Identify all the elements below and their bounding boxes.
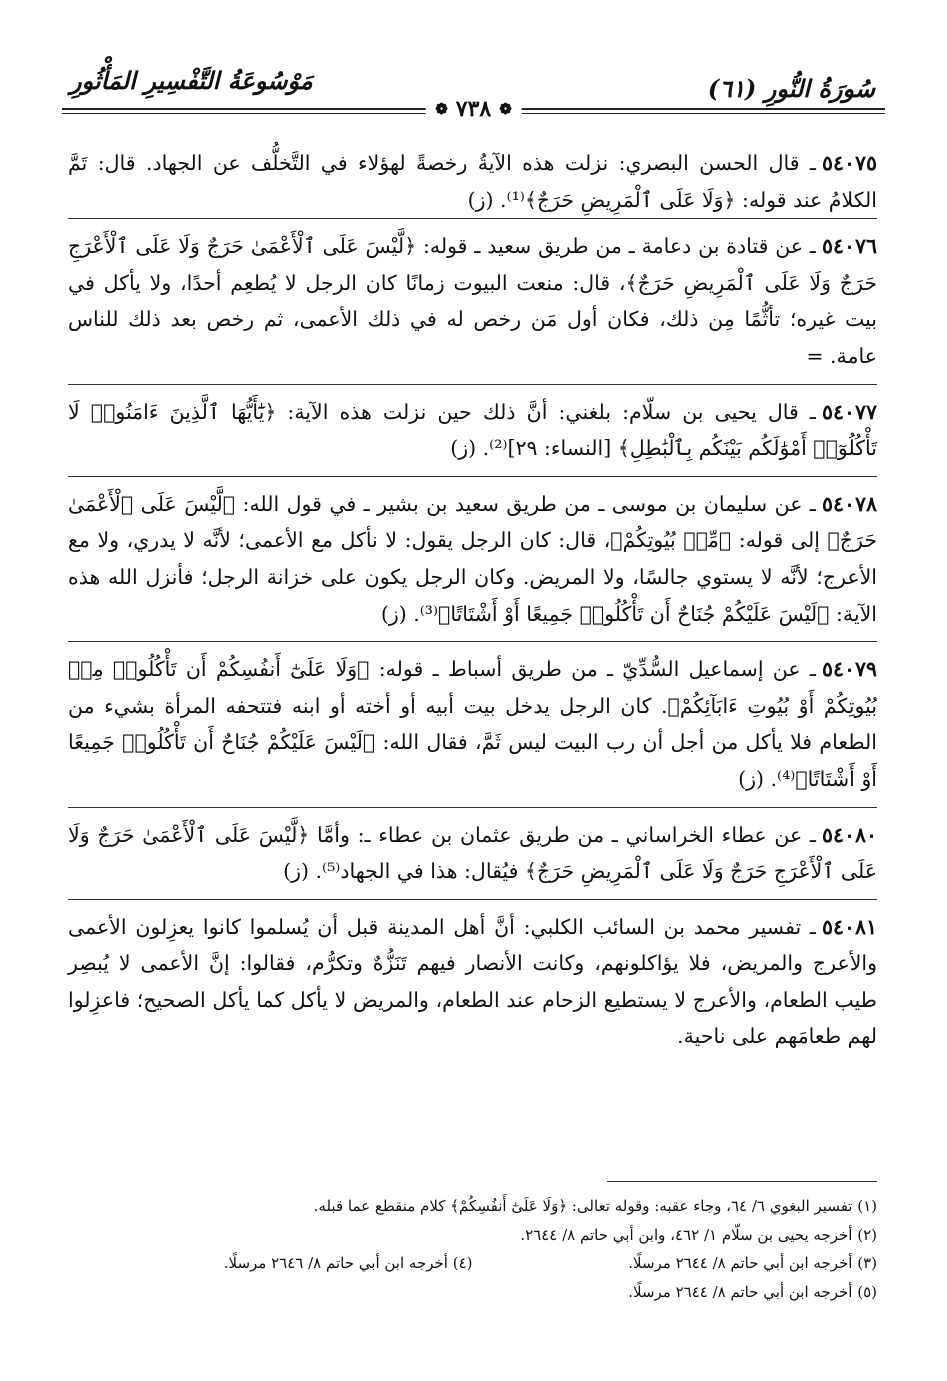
entry-54077 bbox=[68, 394, 877, 467]
entry-54080 bbox=[68, 817, 877, 890]
page-number-group bbox=[425, 96, 522, 122]
entry-divider bbox=[68, 807, 877, 808]
footnotes bbox=[68, 1192, 877, 1306]
entry-number: ٥٤٠٧٦ bbox=[821, 234, 877, 259]
entry-number: ٥٤٠٧٧ bbox=[821, 399, 877, 424]
entry-54075 bbox=[68, 145, 877, 218]
book-title: مَوْسُوعَةُ التَّفْسِيرِ المَأْثُورِ bbox=[70, 66, 313, 95]
entry-text: ـ تفسير محمد بن السائب الكلبي: أنَّ أهل المدينة قبل أن يُسلموا كانوا يعزِلون الأعمى والأعرج والمريض، فلا يؤاكلونهم، وكانت الأنصار فيهم تَنَزُّهٌ وتكرُّم، فقالوا: إنَّ الأعمى لا يُبصِر طيب الطعام، والأعرج لا يستطيع الزحام عند الطعام، والمريض لا يأكل كما يأكل الصحيح؛ فاعزِلوا لهم طعامَهم على ناحية. bbox=[68, 914, 877, 1049]
surah-title: سُورَةُ النُّورِ (٦١) bbox=[707, 74, 875, 103]
entry-54078 bbox=[68, 486, 877, 632]
footnote-2: (٢) أخرجه يحيى بن سلّام ١/ ٤٦٢، وابن أبي حاتم ٨/ ٢٦٤٤. bbox=[520, 1225, 877, 1244]
entry-number: ٥٤٠٧٥ bbox=[821, 151, 877, 175]
entry-text: ـ عن إسماعيل السُّدِّيّ ـ من طريق أسباط ـ قوله: ﴿وَلَا عَلَىٰٓ أَنفُسِكُمْ أَن تَأْكُلُوا۟ مِنۢ بُيُوتِكُمْ أَوْ بُيُوتِ ءَابَآئِكُمْ﴾. كان الرجل يدخل بيت أبيه أو أخته أو ابنه فتتحفه المرأة بشيء من الطعام فلا يأكل من أجل أن رب البيت ليس ثَمَّ، فقال الله: ﴿لَيْسَ عَلَيْكُمْ جُنَاحٌ أَن تَأْكُلُوا۟ جَمِيعًا أَوْ أَشْتَاتًا﴾⁽⁴⁾. (ز) bbox=[68, 657, 877, 791]
ornament-left-icon: ❁ bbox=[435, 100, 448, 118]
entry-divider bbox=[68, 899, 877, 900]
page-number: ٧٣٨ bbox=[455, 96, 492, 122]
entry-text: ـ عن سليمان بن موسى ـ من طريق سعيد بن بشير ـ في قول الله: ﴿لَّيْسَ عَلَى ٱلْأَعْمَىٰ حَرَجٌ﴾ إلى قوله: ﴿مِّنۢ بُيُوتِكُمْ﴾، قال: كان الرجل يقول: لا نأكل مع الأعمى؛ لأنَّه لا يدري، ولا مع الأعرج؛ لأنَّه لا يستوي جالسًا، ولا المريض. وكان الرجل يكون على خزانة الرجل؛ فأنزل الله هذه الآية: ﴿لَيْسَ عَلَيْكُمْ جُنَاحٌ أَن تَأْكُلُوا۟ جَمِيعًا أَوْ أَشْتَاتًا﴾⁽³⁾. (ز) bbox=[68, 491, 877, 626]
ornament-right-icon: ❁ bbox=[499, 100, 512, 118]
footnote-1: (١) تفسير البغوي ٦/ ٦٤، وجاء عقبه: وقوله تعالى: ﴿وَلَا عَلَىٰٓ أَنفُسِكُمْ﴾ كلام منقطع عما قبله. bbox=[313, 1197, 877, 1215]
entry-number: ٥٤٠٨١ bbox=[821, 914, 877, 939]
entry-number: ٥٤٠٧٩ bbox=[821, 657, 877, 682]
footnote-3: (٣) أخرجه ابن أبي حاتم ٨/ ٢٦٤٤ مرسلًا. bbox=[628, 1254, 877, 1273]
footnote-rule bbox=[607, 1181, 877, 1182]
entry-divider bbox=[68, 384, 877, 385]
main-text bbox=[68, 145, 877, 1055]
footnote-4: (٤) أخرجه ابن أبي حاتم ٨/ ٢٦٤٦ مرسلًا. bbox=[223, 1254, 473, 1273]
entry-text: ـ قال يحيى بن سلّام: بلغني: أنَّ ذلك حين نزلت هذه الآية: ﴿يَٰٓأَيُّهَا ٱلَّذِينَ ءَامَنُوا۟ لَا تَأْكُلُوٓا۟ أَمْوَٰلَكُم بَيْنَكُم بِٱلْبَٰطِلِ﴾ [النساء: ٢٩]⁽²⁾. (ز) bbox=[68, 399, 877, 461]
page-header bbox=[62, 62, 885, 122]
entry-divider bbox=[68, 641, 877, 642]
entry-54081 bbox=[68, 909, 877, 1055]
entry-54079 bbox=[68, 651, 877, 797]
entry-number: ٥٤٠٧٨ bbox=[821, 491, 877, 516]
entry-text: ـ قال الحسن البصري: نزلت هذه الآيةُ رخصةً لهؤلاء في التَّخلُّف عن الجهاد. قال: تَمَّ الكلامُ عند قوله: ﴿وَلَا عَلَى ٱلْمَرِيضِ حَرَجٌ﴾⁽¹⁾. (ز) bbox=[68, 151, 877, 212]
footnote-5: (٥) أخرجه ابن أبي حاتم ٨/ ٢٦٤٤ مرسلًا. bbox=[628, 1282, 877, 1301]
footnote-row bbox=[68, 1249, 877, 1278]
entry-text: ـ عن قتادة بن دعامة ـ من طريق سعيد ـ قوله: ﴿لَّيْسَ عَلَى ٱلْأَعْمَىٰ حَرَجٌ وَلَا عَلَى ٱلْأَعْرَجِ حَرَجٌ وَلَا عَلَى ٱلْمَرِيضِ حَرَجٌ﴾، قال: منعت البيوت زمانًا كان الرجل لا يُطعِم أحدًا، ولا يأكل في بيت غيره؛ تأثُّمًا مِن ذلك، فكان أول مَن رخص له في ذلك الأعمى، ثم رخص بعد ذلك للناس عامة. = bbox=[68, 234, 877, 368]
entry-divider bbox=[68, 218, 877, 219]
entry-text: ـ عن عطاء الخراساني ـ من طريق عثمان بن عطاء ـ: وأمَّا ﴿لَّيْسَ عَلَى ٱلْأَعْمَىٰ حَرَجٌ وَلَا عَلَى ٱلْأَعْرَجِ حَرَجٌ وَلَا عَلَى ٱلْمَرِيضِ حَرَجٌ﴾ فيُقال: هذا في الجهاد⁽⁵⁾. (ز) bbox=[68, 822, 877, 884]
entry-number: ٥٤٠٨٠ bbox=[821, 822, 877, 847]
entry-divider bbox=[68, 476, 877, 477]
entry-54076 bbox=[68, 228, 877, 374]
